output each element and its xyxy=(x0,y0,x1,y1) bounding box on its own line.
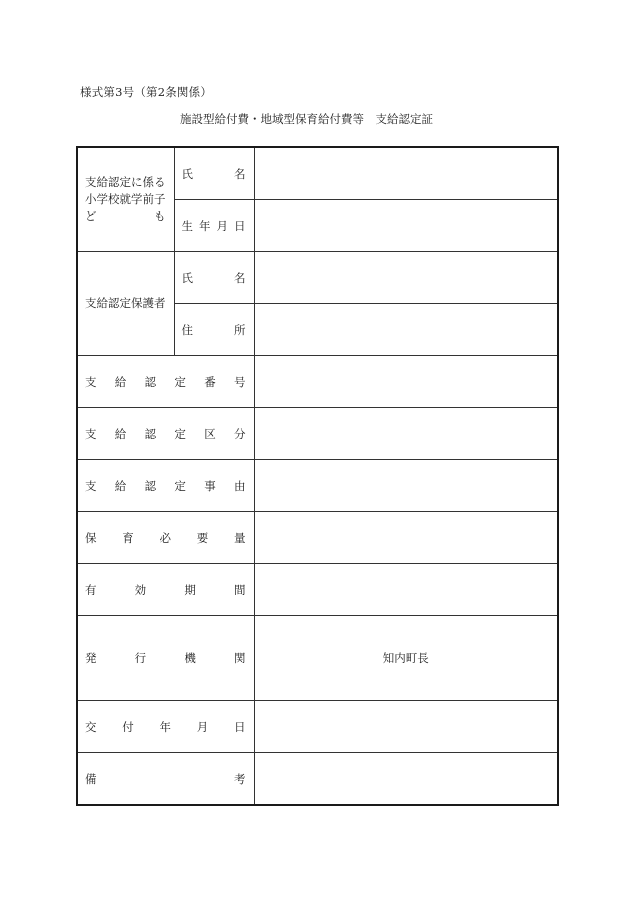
child-name-label xyxy=(174,147,254,200)
label-char: 機 xyxy=(184,651,196,665)
guardian-name-label xyxy=(174,252,254,304)
child-section-label xyxy=(77,147,174,252)
cert-reason-row xyxy=(77,460,558,512)
guardian-address-label-text xyxy=(182,322,246,338)
form-title: 施設型給付費・地域型保育給付費等 支給認定証 xyxy=(180,112,433,126)
cert-reason-field[interactable] xyxy=(254,460,558,512)
cert-number-row xyxy=(77,356,558,408)
cert-category-row xyxy=(77,408,558,460)
label-char: 氏 xyxy=(181,166,193,181)
issuer-label-text xyxy=(85,650,246,666)
issue-date-label xyxy=(77,701,254,753)
guardian-address-label xyxy=(174,304,254,356)
care-amount-label-text xyxy=(85,530,246,546)
care-amount-field[interactable] xyxy=(254,512,558,564)
child-name-field[interactable] xyxy=(254,147,558,200)
remarks-label xyxy=(77,753,254,806)
label-char: 分 xyxy=(233,426,246,441)
child-name-row xyxy=(77,147,558,200)
label-char: 認 xyxy=(144,426,157,441)
label-char: 有 xyxy=(85,582,97,597)
label-char: 認 xyxy=(144,374,157,389)
label-char: 氏 xyxy=(181,270,193,285)
label-char: 生 xyxy=(181,218,193,233)
label-char: 付 xyxy=(122,719,134,734)
label-char: 支 xyxy=(85,426,97,441)
valid-period-label-text xyxy=(85,582,246,598)
guardian-section-label: 支給認定保護者 xyxy=(77,252,174,356)
label-char: 支 xyxy=(85,478,97,493)
remarks-row xyxy=(77,753,558,806)
guardian-name-row xyxy=(77,252,558,304)
label-char: 由 xyxy=(233,478,246,493)
cert-category-label xyxy=(77,408,254,460)
valid-period-field[interactable] xyxy=(254,564,558,616)
label-char: 行 xyxy=(134,651,147,665)
label-char: 定 xyxy=(174,374,186,389)
label-char: 所 xyxy=(234,322,246,337)
child-birth-field[interactable] xyxy=(254,200,558,252)
form-number: 様式第3号（第2条関係） xyxy=(80,85,213,99)
label-char: 認 xyxy=(144,478,157,493)
issuer-row xyxy=(77,616,558,701)
issuer-field: 知内町長 xyxy=(254,616,558,701)
child-birth-label-text xyxy=(182,218,246,234)
label-char: 号 xyxy=(233,374,246,389)
child-birth-label xyxy=(174,200,254,252)
label-char: 間 xyxy=(233,582,246,597)
issue-date-field[interactable] xyxy=(254,701,558,753)
label-char: 備 xyxy=(85,771,97,786)
remarks-field[interactable] xyxy=(254,753,558,806)
label-char: 必 xyxy=(159,530,171,545)
certificate-table xyxy=(76,146,559,806)
remarks-label-text xyxy=(85,771,246,787)
guardian-name-field[interactable] xyxy=(254,252,558,304)
child-label-line-1: 支給認定に係る xyxy=(85,175,166,189)
valid-period-row xyxy=(77,564,558,616)
label-char: 事 xyxy=(204,478,216,493)
label-char: 効 xyxy=(134,582,147,597)
guardian-address-field[interactable] xyxy=(254,304,558,356)
label-char: 住 xyxy=(181,322,193,337)
label-char: 要 xyxy=(196,530,209,545)
label-char: 月 xyxy=(196,719,209,734)
label-char: 考 xyxy=(234,771,246,786)
label-char: 年 xyxy=(199,218,211,233)
label-char: 量 xyxy=(234,530,246,545)
cert-category-field[interactable] xyxy=(254,408,558,460)
label-char: 日 xyxy=(234,218,246,233)
child-name-label-text xyxy=(182,166,246,182)
label-char: 発 xyxy=(85,651,97,665)
guardian-name-label-text xyxy=(182,270,246,286)
label-char: 区 xyxy=(204,426,216,441)
issuer-label xyxy=(77,616,254,701)
label-char: 定 xyxy=(174,478,186,493)
label-char: 育 xyxy=(122,530,134,545)
label-char: 関 xyxy=(233,651,246,665)
valid-period-label xyxy=(77,564,254,616)
label-char: 月 xyxy=(216,218,228,233)
label-char: 支 xyxy=(85,374,97,389)
label-char: 給 xyxy=(114,426,127,441)
cert-number-label xyxy=(77,356,254,408)
care-amount-label xyxy=(77,512,254,564)
child-label-line-3: ど も xyxy=(85,209,166,223)
label-char: 期 xyxy=(184,582,196,597)
care-amount-row xyxy=(77,512,558,564)
label-char: 日 xyxy=(234,719,246,734)
label-char: 交 xyxy=(85,719,97,734)
label-char: 保 xyxy=(85,530,97,545)
label-char: 給 xyxy=(114,374,127,389)
issue-date-row xyxy=(77,701,558,753)
cert-number-field[interactable] xyxy=(254,356,558,408)
label-char: 番 xyxy=(204,374,216,389)
label-char: 給 xyxy=(114,478,127,493)
cert-reason-label xyxy=(77,460,254,512)
cert-number-label-text xyxy=(85,374,246,390)
cert-category-label-text xyxy=(85,426,246,442)
child-label-line-2: 小学校就学前子 xyxy=(85,192,166,206)
label-char: 名 xyxy=(234,270,246,285)
label-char: 名 xyxy=(234,166,246,181)
issue-date-label-text xyxy=(85,719,246,735)
label-char: 定 xyxy=(174,426,186,441)
label-char: 年 xyxy=(159,719,171,734)
cert-reason-label-text xyxy=(85,478,246,494)
